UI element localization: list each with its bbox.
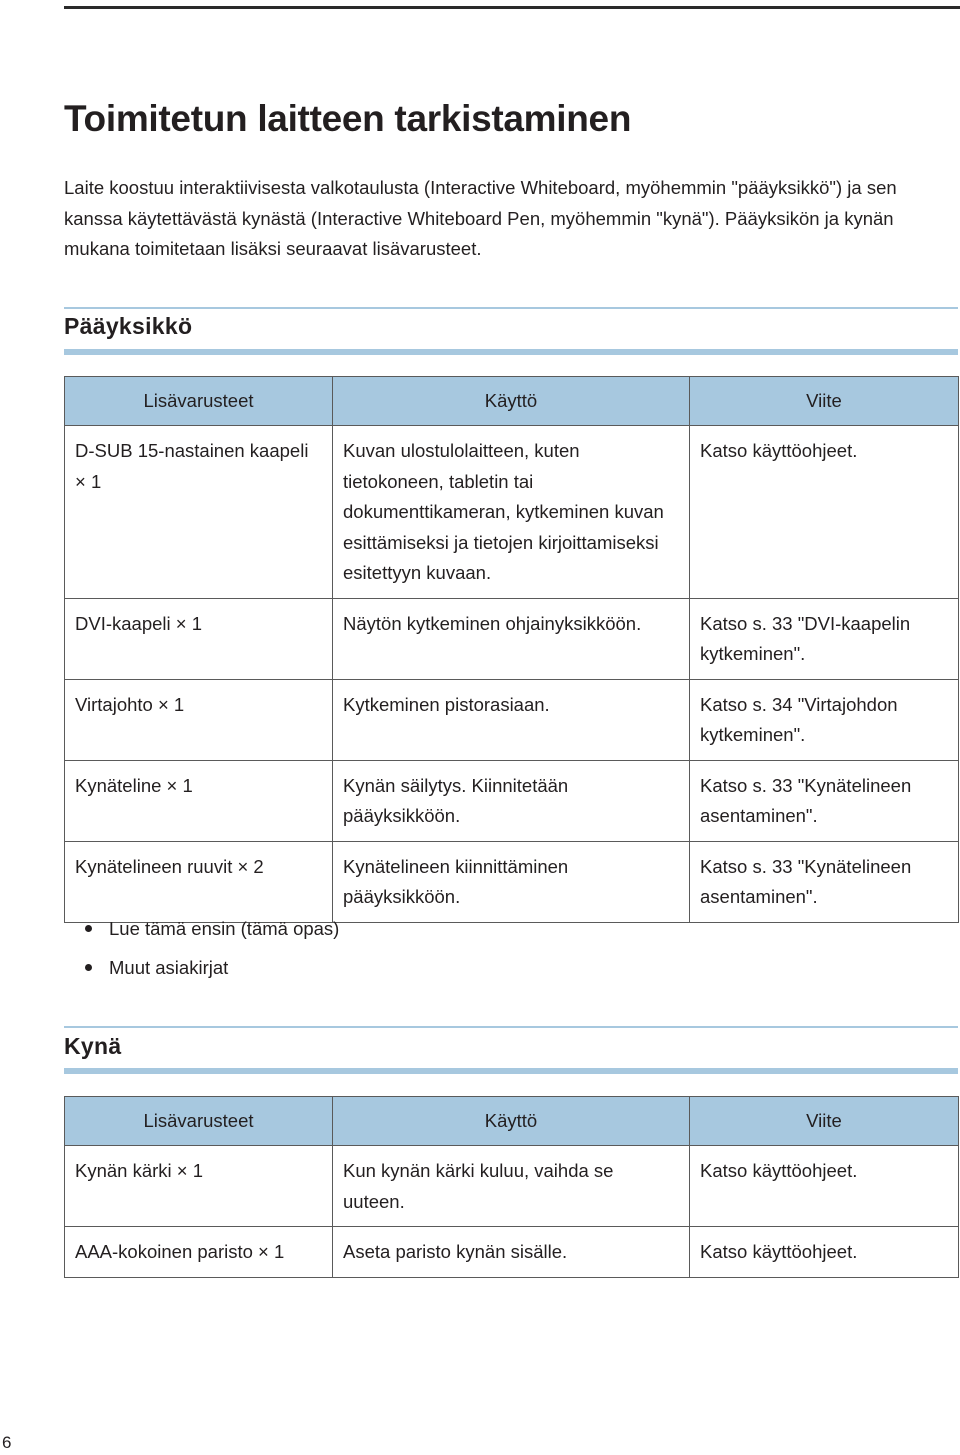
cell-ref: Katso käyttöohjeet.: [690, 1227, 959, 1278]
pen-accessories-table: [64, 1096, 959, 1278]
table-header-row: [65, 377, 959, 426]
cell-ref: Katso s. 33 "Kynätelineen asentaminen".: [690, 760, 959, 841]
cell-use: Kun kynän kärki kuluu, vaihda se uuteen.: [333, 1146, 690, 1227]
cell-ref: Katso s. 33 "DVI-kaapelin kytkeminen".: [690, 598, 959, 679]
header-accessories: Lisävarusteet: [65, 1097, 333, 1146]
list-item-text: Muut asiakirjat: [109, 957, 229, 978]
cell-item: Kynätelineen ruuvit × 2: [65, 841, 333, 922]
table-row: [65, 1227, 959, 1278]
main-unit-accessories-table: [64, 376, 959, 923]
cell-item: D-SUB 15-nastainen kaapeli × 1: [65, 426, 333, 599]
list-item: [64, 911, 339, 950]
section-rule-top: [64, 307, 958, 309]
table-row: [65, 760, 959, 841]
cell-item: Virtajohto × 1: [65, 679, 333, 760]
cell-item: Kynän kärki × 1: [65, 1146, 333, 1227]
section-title-pen: Kynä: [64, 1033, 122, 1059]
cell-use: Kynätelineen kiinnittäminen pääyksikköön.: [333, 841, 690, 922]
list-item-text: Lue tämä ensin (tämä opas): [109, 918, 340, 939]
header-accessories: Lisävarusteet: [65, 377, 333, 426]
page-title: Toimitetun laitteen tarkistaminen: [64, 98, 632, 139]
cell-use: Aseta paristo kynän sisälle.: [333, 1227, 690, 1278]
intro-paragraph: Laite koostuu interaktiivisesta valkotaulusta (Interactive Whiteboard, myöhemmin "pääyksikkö") ja sen kanssa käytettävästä kynästä (Interactive Whiteboard Pen, myöhemmin "kynä"). Pääyksikön ja kynän mukana toimitetaan lisäksi seuraavat lisävarusteet.: [64, 177, 897, 259]
section-rule-bottom: [64, 349, 958, 355]
section-title-main-unit: Pääyksikkö: [64, 313, 193, 339]
table-row: [65, 1146, 959, 1227]
cell-ref: Katso s. 33 "Kynätelineen asentaminen".: [690, 841, 959, 922]
documents-list: [64, 911, 339, 989]
table-row: [65, 598, 959, 679]
section-rule-top: [64, 1026, 958, 1028]
cell-ref: Katso käyttöohjeet.: [690, 1146, 959, 1227]
bullet-icon: [85, 925, 92, 932]
table-header-row: [65, 1097, 959, 1146]
cell-use: Kynän säilytys. Kiinnitetään pääyksikköön.: [333, 760, 690, 841]
header-reference: Viite: [690, 377, 959, 426]
cell-use: Kuvan ulostulolaitteen, kuten tietokoneen, tabletin tai dokumenttikameran, kytkeminen kuvan esittämiseksi ja tietojen kirjoittamiseksi esitettyyn kuvaan.: [333, 426, 690, 599]
cell-item: DVI-kaapeli × 1: [65, 598, 333, 679]
header-usage: Käyttö: [333, 1097, 690, 1146]
cell-item: Kynäteline × 1: [65, 760, 333, 841]
table-row: [65, 841, 959, 922]
cell-use: Kytkeminen pistorasiaan.: [333, 679, 690, 760]
bullet-icon: [85, 964, 92, 971]
table-row: [65, 426, 959, 599]
cell-use: Näytön kytkeminen ohjainyksikköön.: [333, 598, 690, 679]
section-rule-bottom: [64, 1068, 958, 1074]
header-usage: Käyttö: [333, 377, 690, 426]
table-row: [65, 679, 959, 760]
header-reference: Viite: [690, 1097, 959, 1146]
cell-ref: Katso s. 34 "Virtajohdon kytkeminen".: [690, 679, 959, 760]
cell-item: AAA-kokoinen paristo × 1: [65, 1227, 333, 1278]
cell-ref: Katso käyttöohjeet.: [690, 426, 959, 599]
list-item: [64, 950, 339, 989]
page-number: 6: [2, 1433, 12, 1452]
top-rule: [64, 6, 960, 9]
